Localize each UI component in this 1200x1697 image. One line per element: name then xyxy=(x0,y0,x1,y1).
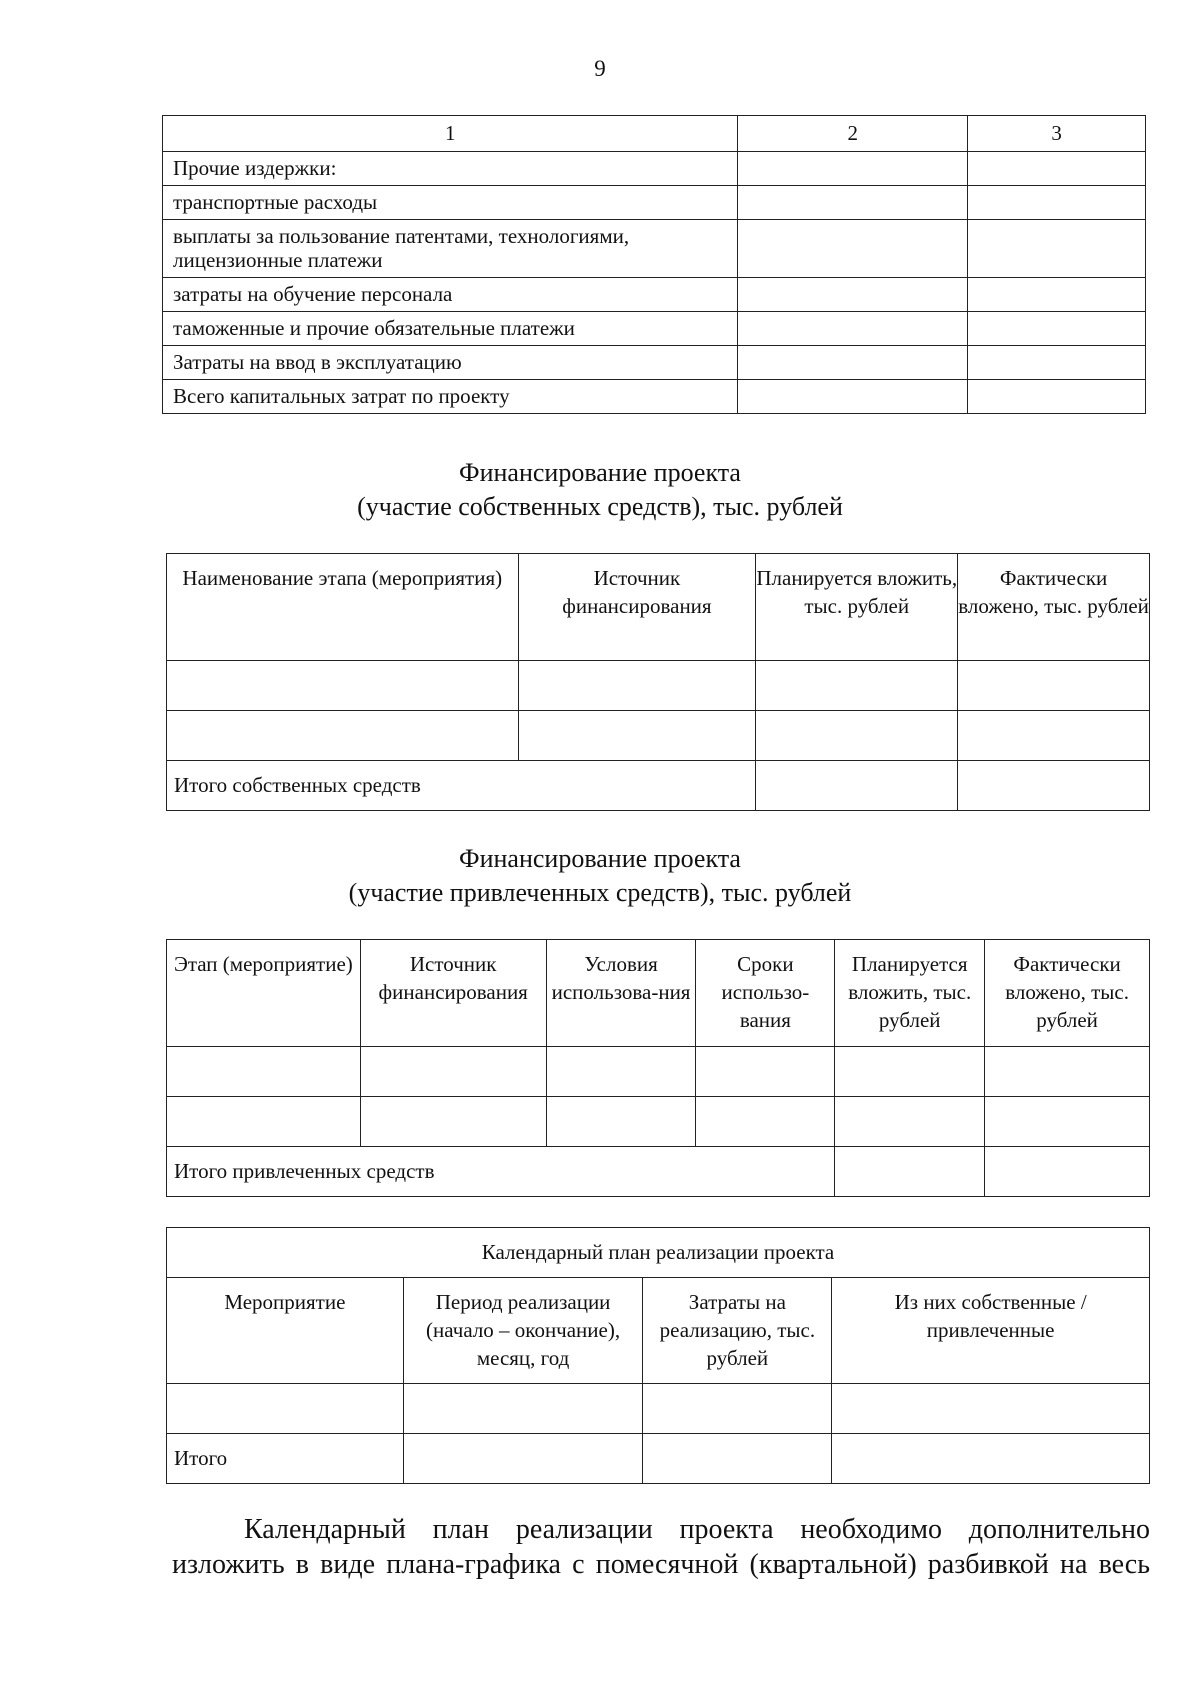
input-cell[interactable] xyxy=(958,661,1150,711)
column-header: Источник финансирования xyxy=(518,554,756,661)
input-cell[interactable] xyxy=(518,711,756,761)
column-number: 1 xyxy=(163,116,738,152)
raised-funds-title xyxy=(0,842,1200,910)
table-header-row xyxy=(167,1278,1150,1384)
row-label: затраты на обучение персонала xyxy=(163,278,738,312)
value-cell[interactable] xyxy=(738,346,968,380)
column-header: Фактически вложено, тыс. рублей xyxy=(958,554,1150,661)
input-cell[interactable] xyxy=(546,1097,696,1147)
value-cell[interactable] xyxy=(738,186,968,220)
total-row xyxy=(167,1147,1150,1197)
table-row xyxy=(163,220,1146,278)
input-cell[interactable] xyxy=(985,1147,1150,1197)
total-row xyxy=(167,1434,1150,1484)
table-row xyxy=(167,1097,1150,1147)
row-label: таможенные и прочие обязательные платежи xyxy=(163,312,738,346)
column-header: Наименование этапа (мероприятия) xyxy=(167,554,519,661)
input-cell[interactable] xyxy=(958,711,1150,761)
section-subtitle: (участие собственных средств), тыс. рублей xyxy=(357,492,843,521)
column-header: Мероприятие xyxy=(167,1278,404,1384)
value-cell[interactable] xyxy=(738,380,968,414)
total-label: Итого привлеченных средств xyxy=(167,1147,835,1197)
input-cell[interactable] xyxy=(756,661,958,711)
column-header: Этап (мероприятие) xyxy=(167,940,361,1047)
input-cell[interactable] xyxy=(643,1384,832,1434)
column-header: Из них собственные / привлеченные xyxy=(832,1278,1150,1384)
table-row xyxy=(163,152,1146,186)
table-row xyxy=(163,312,1146,346)
row-label: Всего капитальных затрат по проекту xyxy=(163,380,738,414)
calendar-plan-table xyxy=(166,1227,1150,1484)
value-cell[interactable] xyxy=(968,278,1146,312)
input-cell[interactable] xyxy=(360,1047,546,1097)
row-label: транспортные расходы xyxy=(163,186,738,220)
total-label: Итого собственных средств xyxy=(167,761,756,811)
column-header: Условия использова-ния xyxy=(546,940,696,1047)
own-funds-title xyxy=(0,456,1200,524)
value-cell[interactable] xyxy=(968,312,1146,346)
value-cell[interactable] xyxy=(968,220,1146,278)
table-header-row xyxy=(163,116,1146,152)
input-cell[interactable] xyxy=(518,661,756,711)
input-cell[interactable] xyxy=(167,1097,361,1147)
input-cell[interactable] xyxy=(985,1047,1150,1097)
raised-funds-table xyxy=(166,939,1150,1197)
table-row xyxy=(163,186,1146,220)
table-caption-row xyxy=(167,1228,1150,1278)
table-row xyxy=(167,711,1150,761)
value-cell[interactable] xyxy=(968,346,1146,380)
input-cell[interactable] xyxy=(403,1434,643,1484)
column-header: Фактически вложено, тыс. рублей xyxy=(985,940,1150,1047)
table-row xyxy=(163,278,1146,312)
input-cell[interactable] xyxy=(167,1384,404,1434)
input-cell[interactable] xyxy=(403,1384,643,1434)
input-cell[interactable] xyxy=(167,661,519,711)
input-cell[interactable] xyxy=(360,1097,546,1147)
input-cell[interactable] xyxy=(835,1097,985,1147)
table-caption: Календарный план реализации проекта xyxy=(167,1228,1150,1278)
input-cell[interactable] xyxy=(756,711,958,761)
table-row xyxy=(167,1047,1150,1097)
value-cell[interactable] xyxy=(738,312,968,346)
value-cell[interactable] xyxy=(738,220,968,278)
section-subtitle: (участие привлеченных средств), тыс. рублей xyxy=(348,878,852,907)
table-row xyxy=(163,346,1146,380)
table-row xyxy=(167,661,1150,711)
input-cell[interactable] xyxy=(643,1434,832,1484)
input-cell[interactable] xyxy=(835,1147,985,1197)
input-cell[interactable] xyxy=(167,1047,361,1097)
capital-costs-table xyxy=(162,115,1146,414)
table-row xyxy=(167,1384,1150,1434)
input-cell[interactable] xyxy=(167,711,519,761)
total-label: Итого xyxy=(167,1434,404,1484)
column-header: Планируется вложить, тыс. рублей xyxy=(756,554,958,661)
paragraph-line: Календарный план реализации проекта необходимо дополнительно xyxy=(244,1514,1150,1545)
value-cell[interactable] xyxy=(738,152,968,186)
table-header-row xyxy=(167,940,1150,1047)
input-cell[interactable] xyxy=(756,761,958,811)
column-header: Планируется вложить, тыс. рублей xyxy=(835,940,985,1047)
input-cell[interactable] xyxy=(958,761,1150,811)
paragraph-line: изложить в виде плана-графика с помесячной (квартальной) разбивкой на весь xyxy=(172,1549,1150,1580)
column-number: 3 xyxy=(968,116,1146,152)
input-cell[interactable] xyxy=(832,1384,1150,1434)
input-cell[interactable] xyxy=(832,1434,1150,1484)
input-cell[interactable] xyxy=(546,1047,696,1097)
row-label: Затраты на ввод в эксплуатацию xyxy=(163,346,738,380)
row-label: Прочие издержки: xyxy=(163,152,738,186)
value-cell[interactable] xyxy=(968,186,1146,220)
total-row xyxy=(167,761,1150,811)
table-header-row xyxy=(167,554,1150,661)
input-cell[interactable] xyxy=(696,1097,835,1147)
row-label: выплаты за пользование патентами, технологиями, лицензионные платежи xyxy=(163,220,738,278)
value-cell[interactable] xyxy=(738,278,968,312)
section-title: Финансирование проекта xyxy=(459,458,741,487)
own-funds-table xyxy=(166,553,1150,811)
input-cell[interactable] xyxy=(696,1047,835,1097)
input-cell[interactable] xyxy=(835,1047,985,1097)
column-header: Затраты на реализацию, тыс. рублей xyxy=(643,1278,832,1384)
column-header: Источник финансирования xyxy=(360,940,546,1047)
body-paragraph xyxy=(172,1512,1150,1582)
column-header: Сроки использо-вания xyxy=(696,940,835,1047)
input-cell[interactable] xyxy=(985,1097,1150,1147)
column-header: Период реализации (начало – окончание), месяц, год xyxy=(403,1278,643,1384)
column-number: 2 xyxy=(738,116,968,152)
page-number: 9 xyxy=(594,56,606,81)
value-cell[interactable] xyxy=(968,152,1146,186)
value-cell[interactable] xyxy=(968,380,1146,414)
section-title: Финансирование проекта xyxy=(459,844,741,873)
table-row xyxy=(163,380,1146,414)
